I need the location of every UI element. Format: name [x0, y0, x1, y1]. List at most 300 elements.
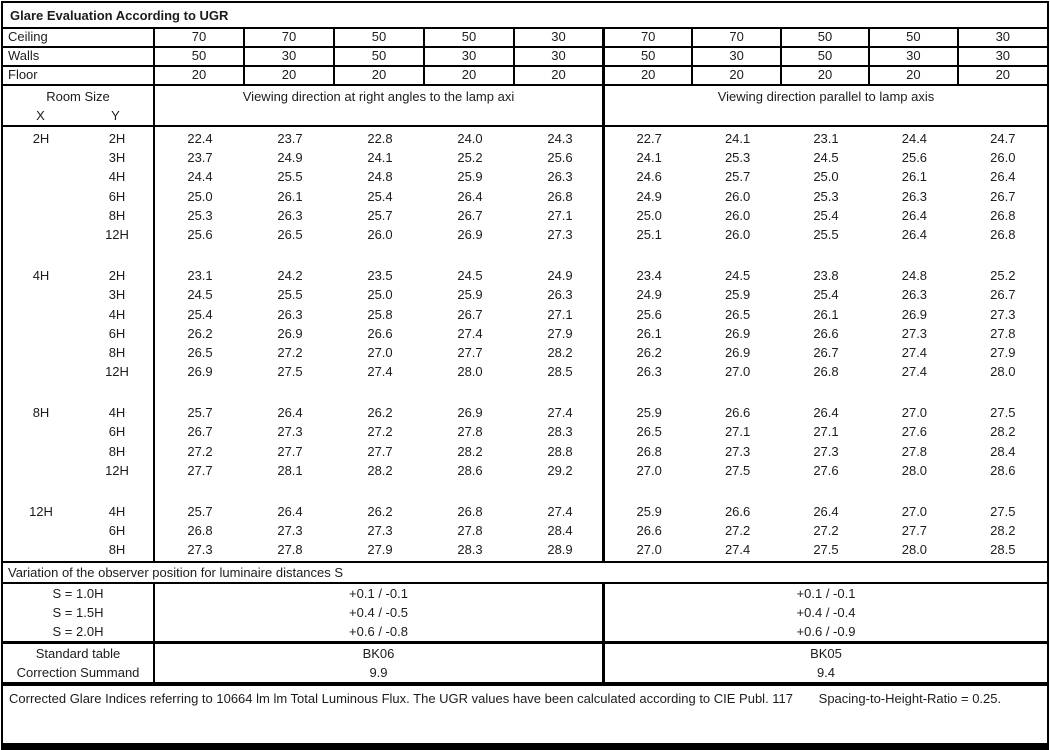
- ugr-value-col1: 25.7: [187, 405, 213, 421]
- ugr-value-col8: 23.8: [813, 268, 839, 284]
- surface-value-col2: 20: [245, 67, 335, 84]
- halves-divider-line: [602, 127, 605, 561]
- ugr-value-col1: 23.1: [187, 268, 213, 284]
- surface-value-col4: 50: [425, 29, 515, 46]
- ugr-value-col7: 26.9: [724, 325, 751, 341]
- surface-value-col6: 70: [605, 29, 693, 46]
- ugr-row-4h-8h: [3, 343, 1047, 362]
- ugr-value-col9: 28.0: [901, 542, 928, 558]
- ugr-value-col4: 26.9: [457, 226, 483, 242]
- ugr-value-col8: 27.2: [813, 523, 839, 539]
- ugr-value-col9: 27.3: [901, 325, 928, 341]
- ugr-value-col9: 26.1: [901, 169, 928, 185]
- ugr-value-col1: 26.5: [187, 344, 213, 360]
- room-x-cell: [3, 206, 79, 225]
- ugr-value-col1: 27.2: [187, 443, 213, 459]
- surface-value-col9: 30: [870, 48, 958, 65]
- ugr-value-col7: 26.9: [724, 344, 751, 360]
- ugr-value-col10: 26.7: [990, 287, 1016, 303]
- ugr-value-col5: 24.3: [547, 131, 573, 146]
- ugr-value-col5: 27.1: [547, 207, 573, 223]
- room-x-cell: [3, 521, 79, 540]
- ugr-value-col5: 24.9: [547, 268, 573, 284]
- ugr-value-col5: 28.4: [547, 523, 573, 539]
- variation-label: S = 1.0H: [3, 584, 155, 603]
- ugr-value-col4: 26.7: [457, 207, 483, 223]
- ugr-value-col3: 26.2: [367, 504, 393, 519]
- ugr-row-2h-4h: [3, 167, 1047, 186]
- variation-value-left: +0.6 / -0.8: [155, 622, 605, 641]
- ugr-value-col1: 25.4: [187, 306, 213, 322]
- ugr-value-col10: 28.2: [990, 424, 1016, 440]
- x-axis-label: X: [36, 108, 45, 123]
- ugr-block-2h: [3, 129, 1047, 244]
- ugr-value-col4: 25.9: [457, 169, 483, 185]
- variation-label: S = 1.5H: [3, 603, 155, 622]
- ugr-value-col9: 27.4: [901, 364, 928, 380]
- ugr-value-col3: 24.1: [367, 150, 393, 166]
- room-y-cell: 12H: [105, 226, 129, 242]
- ugr-row-8h-4h: [3, 403, 1047, 422]
- ugr-value-col10: 27.8: [990, 325, 1016, 341]
- surface-value-col8: 20: [782, 67, 870, 84]
- ugr-value-col2: 27.3: [277, 424, 303, 440]
- ugr-row-4h-12h: [3, 362, 1047, 381]
- room-x-cell: [3, 540, 79, 559]
- ugr-value-col7: 25.3: [724, 150, 751, 166]
- ugr-value-col8: 27.5: [813, 542, 839, 558]
- surface-value-col7: 70: [693, 29, 781, 46]
- ugr-value-col8: 27.6: [813, 462, 839, 478]
- ugr-value-col5: 28.8: [547, 443, 573, 459]
- surface-value-col9: 20: [870, 67, 958, 84]
- room-x-cell: [3, 422, 79, 441]
- ugr-value-col9: 26.9: [901, 306, 928, 322]
- ugr-value-col2: 24.9: [277, 150, 303, 166]
- variation-value-right: +0.6 / -0.9: [796, 624, 856, 639]
- ugr-value-col8: 26.7: [813, 344, 839, 360]
- ugr-value-col3: 27.2: [367, 424, 393, 440]
- ugr-value-col1: 26.7: [187, 424, 213, 440]
- ugr-value-col8: 24.5: [813, 150, 839, 166]
- summary-row-standard-table: [3, 644, 1047, 663]
- ugr-value-col4: 28.6: [457, 462, 483, 478]
- ugr-value-col4: 27.4: [457, 325, 483, 341]
- ugr-value-col9: 24.4: [901, 131, 928, 146]
- summary-value-left: BK06: [155, 644, 605, 663]
- ugr-value-col3: 23.5: [367, 268, 393, 284]
- variation-row-2.0h: [3, 622, 1047, 641]
- summary-value-left: 9.9: [155, 663, 605, 682]
- y-axis-label: Y: [111, 108, 120, 123]
- ugr-value-col2: 26.3: [277, 306, 303, 322]
- ugr-value-col10: 28.0: [990, 364, 1016, 380]
- ugr-value-col5: 27.3: [547, 226, 573, 242]
- ugr-value-col3: 25.0: [367, 287, 393, 303]
- ugr-value-col10: 27.3: [990, 306, 1016, 322]
- room-x-cell: [3, 442, 79, 461]
- room-x-cell: [3, 167, 79, 186]
- ugr-value-col1: 27.3: [187, 542, 213, 558]
- ugr-value-col2: 25.5: [277, 287, 303, 303]
- ugr-value-col10: 27.9: [990, 344, 1016, 360]
- ugr-value-col4: 26.7: [457, 306, 483, 322]
- ugr-value-col9: 27.0: [901, 405, 928, 421]
- ugr-value-col6: 24.6: [636, 169, 662, 185]
- ugr-value-col9: 28.0: [901, 462, 928, 478]
- room-x-cell: [3, 187, 79, 206]
- ugr-value-col5: 28.2: [547, 344, 573, 360]
- ugr-value-col6: 26.1: [636, 325, 662, 341]
- ugr-value-col2: 26.3: [277, 207, 303, 223]
- ugr-value-col2: 26.4: [277, 504, 303, 519]
- ugr-values-area: [3, 127, 1047, 563]
- variation-value-right: +0.1 / -0.1: [796, 586, 856, 601]
- ugr-value-col3: 22.8: [367, 131, 393, 146]
- ugr-row-2h-2h: [3, 129, 1047, 148]
- ugr-value-col5: 29.2: [547, 462, 573, 478]
- room-size-label: Room Size: [46, 89, 110, 104]
- ugr-value-col7: 26.5: [724, 306, 751, 322]
- ugr-value-col4: 28.3: [457, 542, 483, 558]
- ugr-value-col1: 24.4: [187, 169, 213, 185]
- ugr-value-col9: 26.4: [901, 207, 928, 223]
- ugr-value-col9: 24.8: [901, 268, 928, 284]
- ugr-value-col10: 26.7: [990, 188, 1016, 204]
- ugr-value-col7: 24.1: [724, 131, 751, 146]
- ugr-value-col6: 25.9: [636, 504, 662, 519]
- ugr-row-12h-6h: [3, 521, 1047, 540]
- room-x-cell: [3, 148, 79, 167]
- ugr-value-col6: 22.7: [636, 131, 662, 146]
- ugr-value-col4: 26.4: [457, 188, 483, 204]
- ugr-row-2h-8h: [3, 206, 1047, 225]
- ugr-value-col7: 27.4: [724, 542, 751, 558]
- surface-value-col1: 50: [155, 48, 245, 65]
- room-y-cell: 12H: [105, 364, 129, 380]
- ugr-value-col5: 27.4: [547, 504, 573, 519]
- ugr-block-8h: [3, 403, 1047, 480]
- ugr-value-col6: 24.1: [636, 150, 662, 166]
- room-y-cell: 2H: [108, 268, 126, 284]
- surface-value-col5: 30: [515, 48, 605, 65]
- variation-value-right: +0.4 / -0.4: [796, 605, 856, 620]
- ugr-value-col6: 23.4: [636, 268, 662, 284]
- ugr-row-12h-8h: [3, 540, 1047, 559]
- room-x-cell: [3, 343, 79, 362]
- ugr-value-col1: 26.9: [187, 364, 213, 380]
- ugr-value-col2: 27.3: [277, 523, 303, 539]
- ugr-value-col3: 27.4: [367, 364, 393, 380]
- ugr-value-col4: 27.7: [457, 344, 483, 360]
- ugr-value-col7: 27.5: [724, 462, 751, 478]
- room-x-cell: [3, 305, 79, 324]
- summary-row-correction-summand: [3, 663, 1047, 682]
- ugr-value-col10: 26.8: [990, 207, 1016, 223]
- room-size-header-row: [3, 86, 1047, 127]
- room-y-cell: 2H: [108, 131, 126, 146]
- ugr-row-8h-8h: [3, 442, 1047, 461]
- surface-value-col10: 20: [995, 67, 1011, 82]
- surface-value-col8: 50: [782, 29, 870, 46]
- ugr-value-col6: 25.9: [636, 405, 662, 421]
- ugr-value-col1: 25.0: [187, 188, 213, 204]
- summary-value-right: 9.4: [816, 665, 836, 680]
- room-y-cell: 4H: [108, 405, 126, 421]
- room-y-cell: 6H: [108, 523, 126, 539]
- surface-value-col2: 30: [245, 48, 335, 65]
- ugr-value-col3: 24.8: [367, 169, 393, 185]
- ugr-value-col10: 27.5: [990, 405, 1016, 421]
- variation-value-left: +0.4 / -0.5: [155, 603, 605, 622]
- room-size-divider-line: [153, 127, 155, 561]
- ugr-row-4h-4h: [3, 305, 1047, 324]
- surface-value-col1: 70: [155, 29, 245, 46]
- ugr-value-col9: 27.6: [901, 424, 928, 440]
- ugr-row-4h-6h: [3, 324, 1047, 343]
- footer-text: Corrected Glare Indices referring to 10664 lm lm Total Luminous Flux. The UGR values have been calculated according to CIE Publ. 117: [9, 691, 794, 706]
- surface-value-col5: 30: [515, 29, 605, 46]
- ugr-value-col8: 26.6: [813, 325, 839, 341]
- room-x-cell: 4H: [32, 268, 50, 284]
- ugr-value-col2: 27.5: [277, 364, 303, 380]
- ugr-value-col3: 27.0: [367, 344, 393, 360]
- ugr-value-col9: 26.3: [901, 287, 928, 303]
- summary-label: Correction Summand: [3, 663, 155, 682]
- ugr-value-col3: 26.0: [367, 226, 393, 242]
- ugr-block-4h: [3, 266, 1047, 381]
- ugr-value-col9: 26.3: [901, 188, 928, 204]
- ugr-row-2h-6h: [3, 187, 1047, 206]
- room-y-cell: 6H: [108, 424, 126, 440]
- variation-label: S = 2.0H: [3, 622, 155, 641]
- ugr-value-col9: 25.6: [901, 150, 928, 166]
- ugr-value-col8: 27.1: [813, 424, 839, 440]
- surface-value-col3: 50: [335, 48, 425, 65]
- ugr-value-col7: 24.5: [724, 268, 751, 284]
- surface-value-col6: 20: [605, 67, 693, 84]
- ugr-row-2h-12h: [3, 225, 1047, 244]
- ugr-value-col2: 26.9: [277, 325, 303, 341]
- ugr-value-col10: 25.2: [990, 268, 1016, 284]
- ugr-value-col9: 27.4: [901, 344, 928, 360]
- ugr-row-2h-3h: [3, 148, 1047, 167]
- ugr-value-col7: 27.3: [724, 443, 751, 459]
- room-x-cell: 8H: [32, 405, 50, 421]
- ugr-value-col3: 27.7: [367, 443, 393, 459]
- ugr-value-col6: 24.9: [636, 287, 662, 303]
- ugr-value-col10: 24.7: [990, 131, 1016, 146]
- room-y-cell: 8H: [108, 207, 126, 223]
- ugr-value-col3: 28.2: [367, 462, 393, 478]
- ugr-value-col4: 28.0: [457, 364, 483, 380]
- ugr-value-col1: 22.4: [187, 131, 213, 146]
- room-x-cell: [3, 285, 79, 304]
- surface-value-col1: 20: [155, 67, 245, 84]
- surface-value-col7: 20: [693, 67, 781, 84]
- ugr-value-col6: 26.3: [636, 364, 662, 380]
- ugr-value-col8: 27.3: [813, 443, 839, 459]
- ugr-value-col10: 27.5: [990, 504, 1016, 519]
- ugr-value-col8: 26.4: [813, 504, 839, 519]
- ugr-value-col9: 26.4: [901, 226, 928, 242]
- ugr-value-col9: 27.0: [901, 504, 928, 519]
- ugr-value-col9: 27.8: [901, 443, 928, 459]
- ugr-value-col2: 27.8: [277, 542, 303, 558]
- ugr-value-col4: 26.8: [457, 504, 483, 519]
- ugr-value-col3: 27.9: [367, 542, 393, 558]
- room-y-cell: 6H: [108, 188, 126, 204]
- ugr-value-col2: 25.5: [277, 169, 303, 185]
- ugr-value-col2: 27.2: [277, 344, 303, 360]
- room-y-cell: 3H: [108, 150, 126, 166]
- ugr-value-col1: 25.3: [187, 207, 213, 223]
- ugr-value-col6: 26.2: [636, 344, 662, 360]
- surface-value-col2: 70: [245, 29, 335, 46]
- room-x-cell: [3, 461, 79, 480]
- ugr-value-col6: 25.6: [636, 306, 662, 322]
- ugr-value-col4: 26.9: [457, 405, 483, 421]
- surface-value-col3: 50: [335, 29, 425, 46]
- ugr-value-col10: 26.0: [990, 150, 1016, 166]
- ugr-value-col1: 23.7: [187, 150, 213, 166]
- ugr-value-col10: 26.8: [990, 226, 1016, 242]
- surface-value-col4: 20: [425, 67, 515, 84]
- ugr-value-col7: 26.6: [724, 405, 751, 421]
- surface-value-col5: 20: [515, 67, 605, 84]
- ugr-value-col8: 25.4: [813, 207, 839, 223]
- ugr-value-col2: 26.4: [277, 405, 303, 421]
- room-y-cell: 8H: [108, 542, 126, 558]
- ugr-value-col10: 28.5: [990, 542, 1016, 558]
- ugr-value-col4: 28.2: [457, 443, 483, 459]
- table-title: Glare Evaluation According to UGR: [3, 3, 1047, 29]
- ugr-value-col6: 26.5: [636, 424, 662, 440]
- room-y-cell: 4H: [108, 504, 126, 519]
- surface-value-col3: 20: [335, 67, 425, 84]
- table-frame: [1, 1, 1049, 750]
- surface-row-walls: [3, 48, 1047, 67]
- ugr-value-col1: 25.6: [187, 226, 213, 242]
- surface-value-col8: 50: [782, 48, 870, 65]
- ugr-value-col5: 27.1: [547, 306, 573, 322]
- ugr-value-col1: 25.7: [187, 504, 213, 519]
- surface-label: Walls: [3, 48, 155, 65]
- ugr-value-col4: 25.2: [457, 150, 483, 166]
- ugr-value-col6: 26.6: [636, 523, 662, 539]
- ugr-value-col8: 25.4: [813, 287, 839, 303]
- surface-label: Floor: [3, 67, 155, 84]
- ugr-value-col2: 24.2: [277, 268, 303, 284]
- surface-row-ceiling: [3, 29, 1047, 48]
- ugr-value-col8: 25.3: [813, 188, 839, 204]
- ugr-value-col4: 27.8: [457, 523, 483, 539]
- ugr-value-col2: 27.7: [277, 443, 303, 459]
- ugr-value-col6: 27.0: [636, 462, 662, 478]
- room-x-cell: [3, 362, 79, 381]
- summary-value-right: BK05: [810, 646, 842, 661]
- ugr-value-col3: 26.6: [367, 325, 393, 341]
- room-x-cell: 2H: [32, 131, 50, 146]
- ugr-value-col5: 26.8: [547, 188, 573, 204]
- room-y-cell: 8H: [108, 344, 126, 360]
- variation-value-left: +0.1 / -0.1: [155, 584, 605, 603]
- viewing-direction-parallel-heading: Viewing direction parallel to lamp axis: [717, 89, 935, 104]
- ugr-value-col6: 25.1: [636, 226, 662, 242]
- ugr-row-4h-2h: [3, 266, 1047, 285]
- room-y-cell: 6H: [108, 325, 126, 341]
- ugr-value-col3: 26.2: [367, 405, 393, 421]
- ugr-value-col5: 28.3: [547, 424, 573, 440]
- room-x-cell: 12H: [29, 504, 53, 519]
- ugr-value-col10: 28.6: [990, 462, 1016, 478]
- ugr-value-col8: 26.4: [813, 405, 839, 421]
- room-y-cell: 4H: [108, 169, 126, 185]
- ugr-value-col7: 27.1: [724, 424, 751, 440]
- ugr-value-col5: 27.4: [547, 405, 573, 421]
- footer-note: [3, 686, 1047, 742]
- room-x-cell: [3, 225, 79, 244]
- surface-value-col10: 30: [995, 48, 1011, 63]
- ugr-value-col1: 26.8: [187, 523, 213, 539]
- ugr-value-col5: 26.3: [547, 169, 573, 185]
- ugr-row-12h-4h: [3, 502, 1047, 521]
- ugr-value-col6: 24.9: [636, 188, 662, 204]
- variation-row-1.0h: [3, 584, 1047, 603]
- viewing-direction-right-angles-heading: Viewing direction at right angles to the lamp axi: [155, 86, 605, 125]
- surface-value-col10: 30: [995, 29, 1011, 44]
- ugr-value-col5: 26.3: [547, 287, 573, 303]
- ugr-value-col6: 27.0: [636, 542, 662, 558]
- surface-value-col9: 50: [870, 29, 958, 46]
- room-y-cell: 8H: [108, 443, 126, 459]
- room-y-cell: 3H: [108, 287, 126, 303]
- surface-label: Ceiling: [3, 29, 155, 46]
- surface-value-col4: 30: [425, 48, 515, 65]
- ugr-value-col8: 26.8: [813, 364, 839, 380]
- ugr-value-col8: 26.1: [813, 306, 839, 322]
- ugr-value-col5: 25.6: [547, 150, 573, 166]
- ugr-value-col4: 24.0: [457, 131, 483, 146]
- ugr-value-col1: 27.7: [187, 462, 213, 478]
- spacing-to-height-ratio: Spacing-to-Height-Ratio = 0.25.: [818, 691, 1002, 706]
- ugr-value-col7: 26.0: [724, 207, 751, 223]
- ugr-row-8h-6h: [3, 422, 1047, 441]
- ugr-value-col10: 28.4: [990, 443, 1016, 459]
- ugr-value-col3: 25.8: [367, 306, 393, 322]
- ugr-row-8h-12h: [3, 461, 1047, 480]
- ugr-value-col2: 28.1: [277, 462, 303, 478]
- summary-label: Standard table: [3, 644, 155, 663]
- ugr-row-4h-3h: [3, 285, 1047, 304]
- ugr-value-col10: 26.4: [990, 169, 1016, 185]
- room-y-cell: 4H: [108, 306, 126, 322]
- ugr-value-col8: 25.5: [813, 226, 839, 242]
- ugr-value-col1: 26.2: [187, 325, 213, 341]
- surface-value-col6: 50: [605, 48, 693, 65]
- ugr-value-col5: 28.9: [547, 542, 573, 558]
- surface-row-floor: [3, 67, 1047, 86]
- ugr-value-col8: 23.1: [813, 131, 839, 146]
- ugr-value-col4: 25.9: [457, 287, 483, 303]
- ugr-value-col7: 26.0: [724, 188, 751, 204]
- ugr-value-col7: 26.0: [724, 226, 751, 242]
- ugr-value-col4: 27.8: [457, 424, 483, 440]
- surface-reflectance-rows: [3, 29, 1047, 86]
- ugr-value-col9: 27.7: [901, 523, 928, 539]
- room-y-cell: 12H: [105, 462, 129, 478]
- summary-section: [3, 644, 1047, 686]
